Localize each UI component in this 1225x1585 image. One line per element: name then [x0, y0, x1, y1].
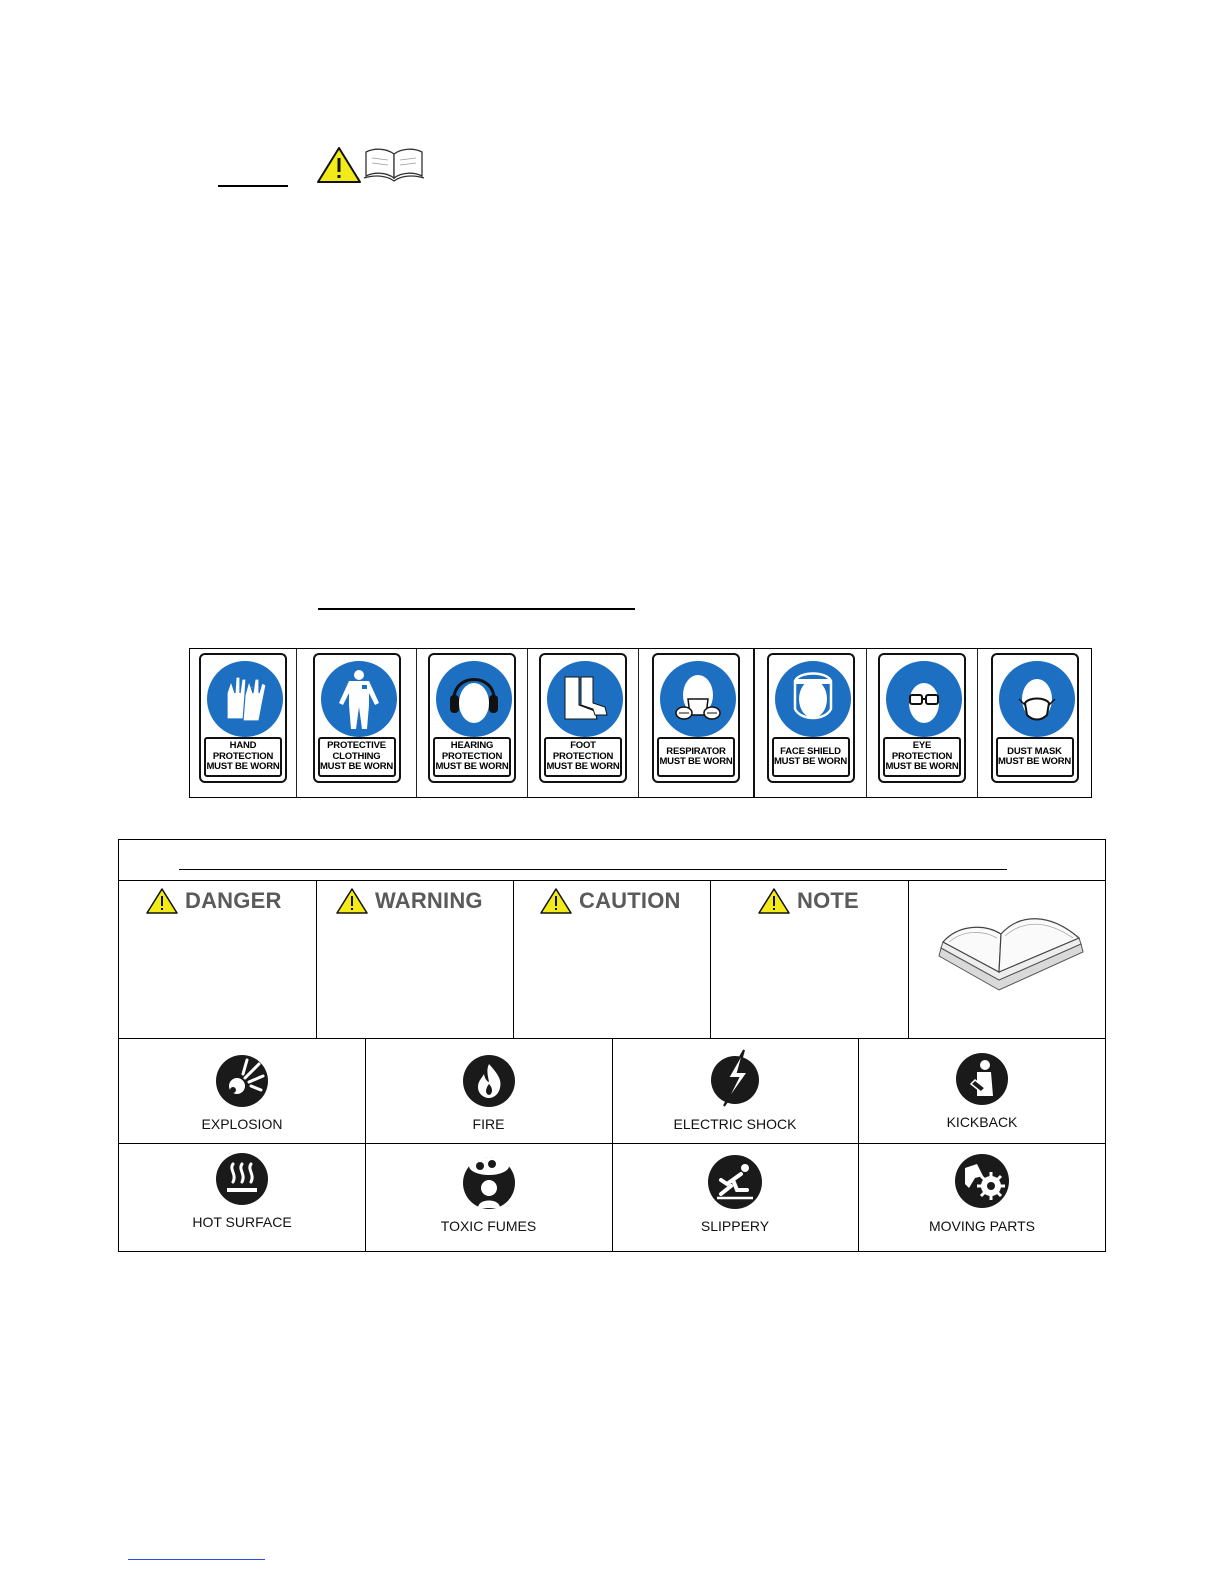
table-divider: [908, 880, 909, 1038]
lightning-bolt-icon: [708, 1048, 762, 1108]
fire-icon: [462, 1054, 516, 1108]
table-title-underline: [179, 869, 1007, 870]
table-divider: [513, 880, 514, 1038]
warning-triangle-icon: [145, 887, 179, 915]
top-underline: [218, 185, 288, 187]
warning-heading: [335, 886, 483, 916]
ppe-label: HAND PROTECTION MUST BE WORN: [204, 737, 282, 777]
ppe-sign-frame: [428, 653, 516, 783]
hazard-label: KICKBACK: [946, 1114, 1018, 1130]
danger-heading: [145, 886, 282, 916]
warning-triangle-icon: [757, 887, 791, 915]
hazard-label: SLIPPERY: [700, 1218, 770, 1234]
hazard-label: EXPLOSION: [201, 1116, 283, 1132]
caution-heading: [539, 886, 681, 916]
ppe-sign-frame: [652, 653, 740, 783]
hazard-kickback: [858, 1052, 1106, 1130]
section-underline: [318, 608, 635, 610]
ppe-label: PROTECTIVE CLOTHING MUST BE WORN: [318, 737, 396, 777]
ppe-label: HEARING PROTECTION MUST BE WORN: [433, 737, 511, 777]
hazard-label: TOXIC FUMES: [440, 1218, 537, 1234]
coverall-icon: [319, 659, 399, 739]
caution-label: CAUTION: [579, 888, 681, 913]
toxic-fumes-icon: [460, 1152, 518, 1210]
warning-triangle-icon: [335, 887, 369, 915]
hazard-toxic-fumes: [365, 1152, 612, 1234]
table-divider: [316, 880, 317, 1038]
table-divider: [119, 880, 1105, 881]
ppe-sign-dust-mask: [978, 649, 1091, 797]
boots-icon: [545, 659, 625, 739]
hazard-label: FIRE: [472, 1116, 505, 1132]
safety-symbols-table: [118, 839, 1106, 1252]
hazard-slippery: [612, 1154, 858, 1234]
ppe-sign-frame: [539, 653, 627, 783]
moving-parts-icon: [953, 1152, 1011, 1210]
ppe-sign-hand: [190, 649, 297, 797]
hazard-fire: [365, 1054, 612, 1132]
ppe-sign-respirator: [639, 649, 755, 797]
footer-link-underline: [128, 1559, 265, 1560]
ppe-label: RESPIRATOR MUST BE WORN: [657, 737, 735, 777]
ppe-sign-hearing: [417, 649, 528, 797]
ppe-label: FACE SHIELD MUST BE WORN: [772, 737, 850, 777]
slippery-floor-icon: [707, 1154, 763, 1210]
gloves-icon: [205, 659, 285, 739]
hazard-hot-surface: [119, 1152, 365, 1230]
danger-label: DANGER: [185, 888, 282, 913]
hazard-moving-parts: [858, 1152, 1106, 1234]
ppe-label: EYE PROTECTION MUST BE WORN: [883, 737, 961, 777]
ppe-sign-frame: [878, 653, 966, 783]
ppe-sign-foot: [528, 649, 639, 797]
ppe-signs-strip: [189, 648, 1092, 798]
open-book-icon: [362, 144, 426, 189]
hazard-label: ELECTRIC SHOCK: [673, 1116, 797, 1132]
goggles-icon: [884, 659, 964, 739]
open-book-icon: [929, 904, 1089, 1005]
ppe-sign-frame: [767, 653, 855, 783]
ppe-sign-face-shield: [755, 649, 867, 797]
kickback-icon: [955, 1052, 1009, 1106]
face-shield-icon: [773, 659, 853, 739]
warning-triangle-icon: [539, 887, 573, 915]
warning-triangle-icon: [316, 146, 362, 189]
ppe-label: DUST MASK MUST BE WORN: [996, 737, 1074, 777]
respirator-icon: [658, 659, 738, 739]
dust-mask-icon: [997, 659, 1077, 739]
ppe-sign-eye: [867, 649, 978, 797]
hazard-electric-shock: [612, 1048, 858, 1132]
hazard-explosion: [119, 1054, 365, 1132]
hazard-label: HOT SURFACE: [192, 1214, 292, 1230]
hot-surface-icon: [215, 1152, 269, 1206]
ppe-sign-frame: [199, 653, 287, 783]
note-heading: [757, 886, 859, 916]
hazard-label: MOVING PARTS: [928, 1218, 1036, 1234]
note-label: NOTE: [797, 888, 859, 913]
ear-muffs-icon: [434, 659, 514, 739]
ppe-sign-frame: [991, 653, 1079, 783]
table-divider: [710, 880, 711, 1038]
warning-label: WARNING: [375, 888, 483, 913]
explosion-icon: [215, 1054, 269, 1108]
ppe-sign-clothing: [297, 649, 417, 797]
ppe-sign-frame: [313, 653, 401, 783]
ppe-label: FOOT PROTECTION MUST BE WORN: [544, 737, 622, 777]
